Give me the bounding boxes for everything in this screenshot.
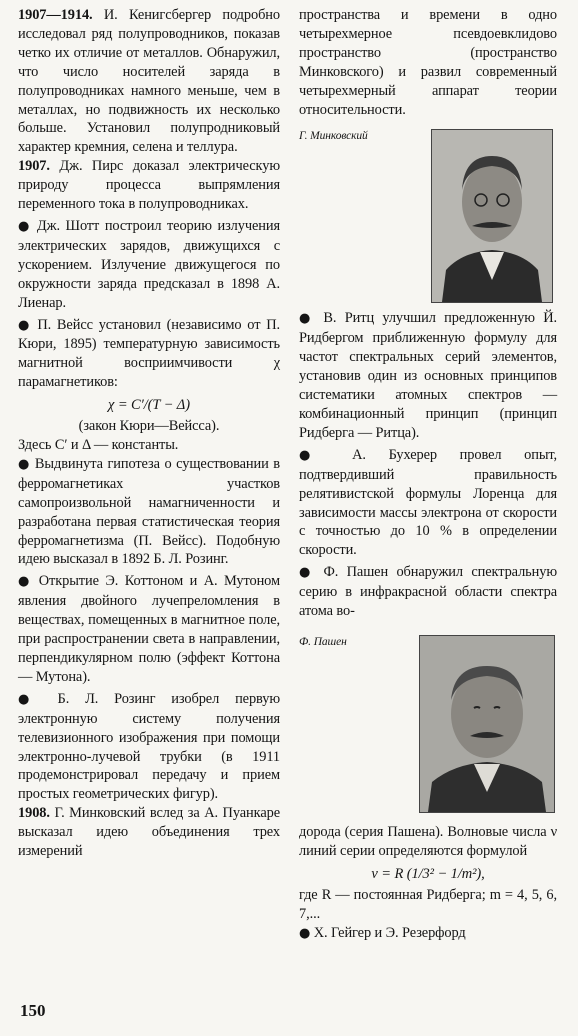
figure-caption: Ф. Пашен <box>299 635 347 648</box>
entry-minkowski-cont: пространства и времени в одно четырехмерное псевдоевклидово пространство (пространство Минковского) и развил современный четырехмерный аппарат теории относительности. <box>299 7 557 118</box>
bullet-icon: ● <box>299 925 311 941</box>
entry-text: В. Ритц улучшил предложенную Й. Ридбергом приближенную формулу для частот спектральных серий элементов, установив один из основных принципов систематики атомных спектров — комбинационный принцип (принцип Ридберга — Ритца). <box>299 310 558 441</box>
figure-caption: Г. Минковский <box>299 130 368 143</box>
entry-ferromagnetism <box>18 455 280 569</box>
entry-text: Х. Гейгер и Э. Резерфорд <box>310 924 466 941</box>
entry-ritz <box>299 309 557 442</box>
bullet-icon: ● <box>18 456 31 472</box>
entry-schott <box>18 217 280 313</box>
entry-text: Б. Л. Розинг изобрел первую электронную систему получения телевизионного изображения при помощи электронно-лучевой трубки (в 1911 продемонстрировал передачу и прием простых геометрических фигур). <box>18 690 281 803</box>
entry-weiss <box>18 316 280 393</box>
left-column <box>18 6 280 861</box>
entry-text: А. Бухерер провел опыт, подтвердивший правильность релятивистской формулы Лоренца для зависимости массы электрона от скорости с точностью до 10 % в определении скорости. <box>299 446 557 559</box>
entry-cotton-mouton <box>18 572 280 686</box>
entry-paschen-cont: дорода (серия Пашена). Волновые числа ν линий серии определяются формулой <box>299 823 557 859</box>
page-number: 150 <box>20 1001 46 1020</box>
entry-text: П. Вейсс установил (независимо от П. Кюри, 1895) температурную зависимость магнитной восприимчивости χ парамагнетиков: <box>18 316 280 391</box>
entry-date: 1907—1914. <box>18 7 93 23</box>
entry-rosing <box>18 690 280 804</box>
portrait-drawing <box>420 636 554 812</box>
entry-text: Дж. Пирс доказал электрическую природу процесса выпрямления переменного тока в полупроводниках. <box>18 158 280 213</box>
paschen-portrait-image <box>419 635 555 813</box>
constants-note: Здесь C′ и Δ — константы. <box>18 437 179 454</box>
law-name: (закон Кюри—Вейсса). <box>78 418 220 435</box>
entry-text: Выдвинута гипотеза о существовании в ферромагнетиках участков самопроизвольной намагниченности и разработана первая статистическая теория ферромагнетизма (П. Вейсс). Подобную идею высказал в 1892 Б. Л. Розинг. <box>18 455 281 568</box>
entry-text: Ф. Пашен обнаружил спектральную серию в инфракрасной области спектра атома во- <box>299 564 557 620</box>
entry-paschen <box>299 563 557 621</box>
entry-geiger-rutherford <box>299 924 557 944</box>
formula-curie-weiss: χ = C′/(T − Δ) <box>108 397 190 414</box>
bullet-icon: ● <box>299 311 316 327</box>
portrait-drawing <box>432 130 552 302</box>
entry-1908 <box>18 804 280 861</box>
entry-text: И. Кенигсбергер подробно исследовал ряд полупроводников, показав четко их отличие от металлов. Обнаружил, что число носителей заряда в полупроводниках намного меньше, чем в металлах, но подвижность их несколько больше. Установил полупродниковый характер кремния, селена и теллура. <box>18 7 280 156</box>
entry-text: Открытие Э. Коттоном и А. Мутоном явления двойного лучепреломления в веществах, помещенных в магнитное поле, при распространении света в направлении, перпендикулярном полю (эффект Коттона — Мутона). <box>18 573 280 685</box>
minkowski-portrait-image <box>431 129 553 303</box>
entry-text: Г. Минковский вслед за А. Пуанкаре высказал идею объединения трех измерений <box>18 805 280 860</box>
entry-1907-1914 <box>18 6 280 157</box>
bullet-icon: ● <box>18 218 32 234</box>
bullet-icon: ● <box>299 447 330 463</box>
entry-date: 1907. <box>18 158 50 175</box>
entry-bucherer <box>299 446 557 560</box>
formula-paschen-series: ν = R (1/3² − 1/m²), <box>371 865 485 882</box>
bullet-icon: ● <box>299 565 316 581</box>
entry-text: Дж. Шотт построил теорию излучения электрических зарядов, движущихся с ускорением. Излучение движущегося по окружности заряда предсказал в 1898 А. Лиенар. <box>18 217 280 311</box>
entry-1907 <box>18 157 280 214</box>
bullet-icon: ● <box>18 691 42 707</box>
bullet-icon: ● <box>18 317 32 333</box>
figure-minkowski <box>299 129 557 303</box>
entry-date: 1908. <box>18 805 50 822</box>
bullet-icon: ● <box>18 574 33 590</box>
figure-paschen <box>299 635 557 813</box>
rydberg-note: где R — постоянная Ридберга; m = 4, 5, 6, 7,... <box>299 886 557 922</box>
right-column <box>299 6 557 943</box>
